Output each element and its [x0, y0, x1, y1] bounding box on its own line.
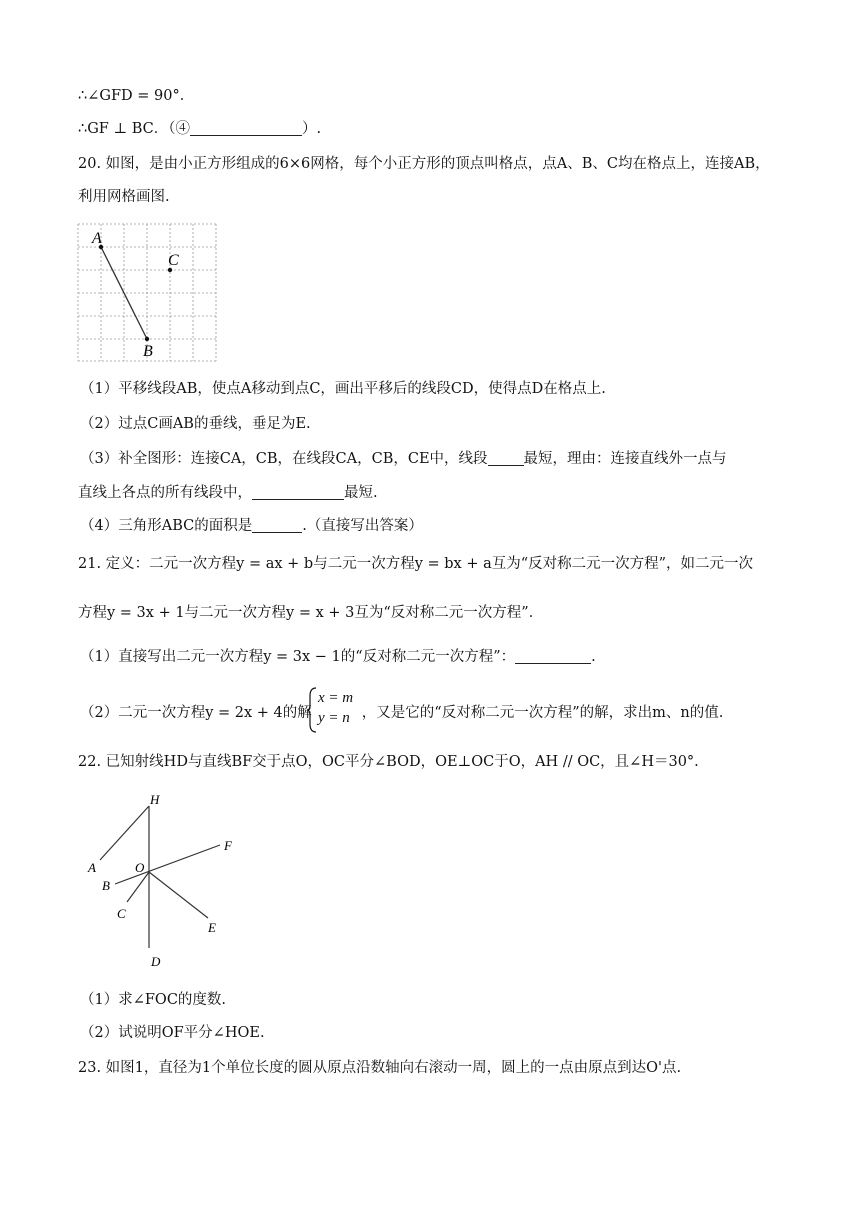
label-a: A — [88, 860, 96, 875]
problem-20-q3-cont — [78, 483, 378, 503]
problem-21-q1 — [80, 647, 596, 667]
p22-q1-text: （1）求∠FOC的度数. — [80, 992, 227, 1008]
problem-21-text-cont: 方程y = 3x + 1与二元一次方程y = x + 3互为“反对称二元一次方程”． — [78, 605, 544, 621]
answer-blank[interactable] — [252, 518, 302, 533]
q1-text: （1）平移线段AB，使点A移动到点C，画出平移后的线段CD，使得点D在格点上. — [80, 381, 606, 397]
answer-blank[interactable] — [515, 649, 591, 664]
answer-blank[interactable] — [252, 485, 344, 500]
p21-q2-text-cont: ，又是它的“反对称二元一次方程”的解，求出m、n的值. — [361, 705, 724, 721]
problem-20-text-cont: 利用网格画图. — [78, 189, 170, 205]
point-b — [145, 337, 149, 341]
problem-22-q2 — [80, 1023, 265, 1043]
proof-line-perpendicular — [78, 119, 321, 139]
proof-line-angle — [78, 86, 194, 106]
label-b: B — [143, 343, 153, 360]
grid-figure-20 — [70, 218, 230, 364]
label-o: O — [135, 860, 145, 875]
problem-21-stem — [78, 554, 753, 574]
system-brace — [306, 686, 318, 734]
problem-20-q2 — [80, 414, 311, 434]
answer-blank[interactable] — [488, 451, 524, 466]
problem-21-text: 21. 定义：二元一次方程y = ax + b与二元一次方程y = bx + a互为“反对称二元一次方程”，如二元一次 — [78, 556, 754, 572]
p21-q1-end: . — [591, 649, 596, 665]
problem-21-stem-cont — [78, 603, 543, 623]
q4-text-end: .（直接写出答案） — [302, 518, 423, 534]
problem-23-stem — [78, 1058, 681, 1078]
system-eq-2: y = n — [318, 710, 350, 726]
line-bf — [115, 845, 220, 884]
q3-text-end: 最短. — [344, 485, 378, 501]
problem-20-q1 — [80, 379, 606, 399]
label-d: D — [151, 954, 161, 969]
problem-20-q3 — [80, 449, 727, 469]
proof-text-end: ）. — [302, 121, 322, 137]
label-a: A — [92, 230, 102, 247]
q4-text: （4）三角形ABC的面积是 — [80, 518, 253, 534]
q3-text-cont: 最短，理由：连接直线外一点与 — [523, 451, 727, 467]
label-f: F — [224, 838, 232, 853]
p21-q2-text: （2）二元一次方程y = 2x + 4的解 — [80, 705, 312, 721]
label-c: C — [168, 252, 179, 269]
problem-20-text: 20. 如图，是由小正方形组成的6×6网格，每个小正方形的顶点叫格点，点A、B、C均在格点上，连接AB， — [78, 156, 770, 172]
problem-22-stem — [78, 752, 699, 772]
label-e: E — [208, 920, 216, 935]
problem-20-stem-cont — [78, 187, 170, 207]
q2-text: （2）过点C画AB的垂线，垂足为E. — [80, 416, 311, 432]
problem-22-q1 — [80, 990, 226, 1010]
problem-21-q2 — [80, 703, 723, 723]
problem-20-stem — [78, 154, 770, 174]
ray-oe — [149, 872, 208, 918]
problem-23-text: 23. 如图1，直径为1个单位长度的圆从原点沿数轴向右滚动一周，圆上的一点由原点到达O'点. — [78, 1060, 682, 1076]
q3-text-line2: 直线上各点的所有线段中， — [78, 485, 252, 501]
label-h: H — [150, 792, 160, 807]
proof-text: ∴GF ⊥ BC．（④ — [78, 121, 190, 137]
angle-figure-22 — [80, 788, 250, 973]
system-eq-1: x = m — [318, 690, 354, 706]
answer-blank[interactable] — [190, 121, 302, 136]
problem-22-text: 22. 已知射线HD与直线BF交于点O，OC平分∠BOD，OE⊥OC于O，AH // OC，且∠H＝30°. — [78, 754, 699, 770]
p21-q1-text: （1）直接写出二元一次方程y = 3x − 1的“反对称二元一次方程”： — [80, 649, 516, 665]
label-b: B — [102, 878, 110, 893]
q3-text: （3）补全图形：连接CA，CB，在线段CA，CB，CE中，线段 — [80, 451, 488, 467]
ray-oc — [127, 872, 149, 902]
equation-system — [318, 688, 353, 728]
problem-20-q4 — [80, 516, 423, 536]
label-c: C — [117, 906, 126, 921]
proof-text: ∴∠GFD = 90°． — [78, 88, 195, 104]
line-ah — [100, 806, 149, 860]
p22-q2-text: （2）试说明OF平分∠HOE. — [80, 1025, 265, 1041]
